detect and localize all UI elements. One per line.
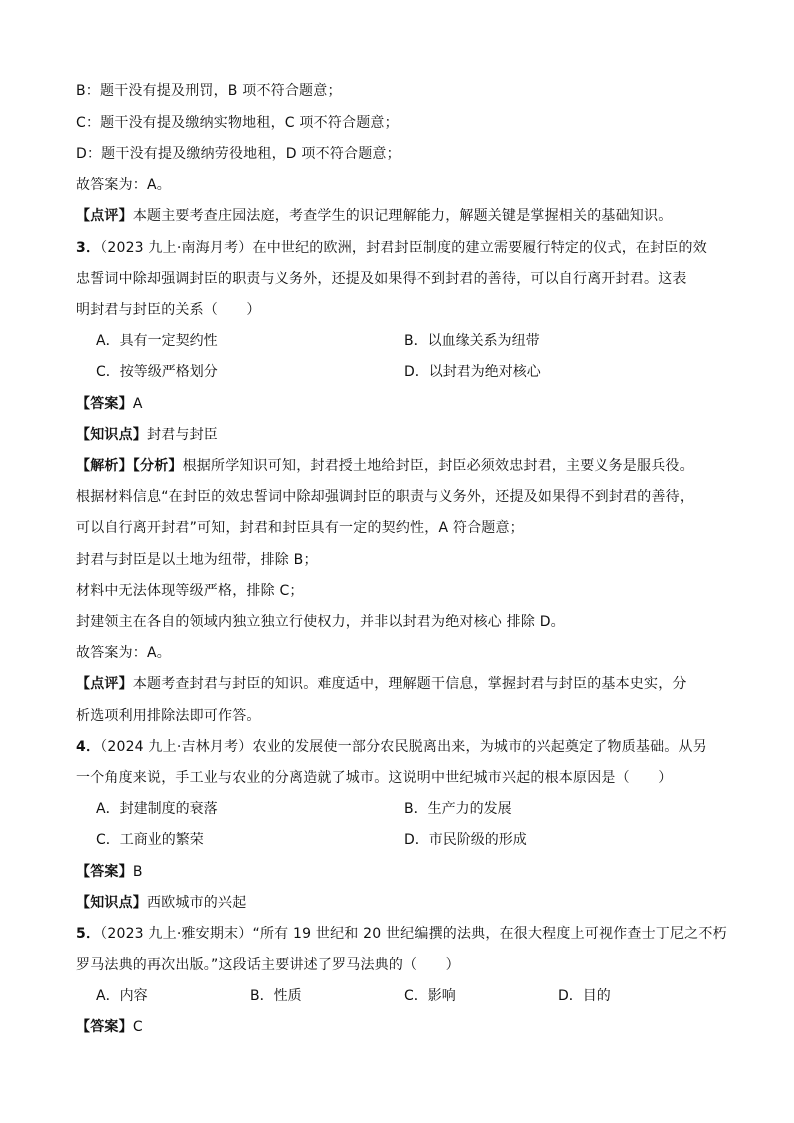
q3-comment-line-1 <box>76 674 754 694</box>
question-source: （2023 九上·南海月考） <box>100 240 253 256</box>
q5-option-c: C．影响 <box>404 988 456 1004</box>
q2-option-c-analysis: C：题干没有提及缴纳实物地租，C 项不符合题意； <box>76 115 399 131</box>
q3-comment-line-2: 析选项利用排除法即可作答。 <box>76 708 261 724</box>
q2-option-b-analysis: B：题干没有提及刑罚，B 项不符合题意； <box>76 83 342 99</box>
q3-stem-line-1: 3．（2023 九上·南海月考）在中世纪的欧洲，封君封臣制度的建立需要履行特定的仪式，在封臣的效 <box>76 240 707 256</box>
comment-text: 本题考查封君与封臣的知识。难度适中，理解题干信息，掌握封君与封臣的基本史实，分 <box>132 676 687 692</box>
q4-option-d: D．市民阶级的形成 <box>404 832 527 848</box>
question-number: 4 <box>76 739 86 755</box>
q3-analysis-line-5: 材料中无法体现等级严格，排除 C； <box>76 583 304 599</box>
knowledge-point-value: 封君与封臣 <box>147 427 218 443</box>
q3-analysis-line-4: 封君与封臣是以土地为纽带，排除 B； <box>76 552 318 568</box>
q4-knowledge-point <box>76 893 754 913</box>
q3-stem-line-2: 忠誓词中除却强调封臣的职责与义务外，还提及如果得不到封君的善待，可以自行离开封君。这表 <box>76 271 687 287</box>
knowledge-point-tag: 【知识点】 <box>76 895 147 911</box>
q5-stem-line-2: 罗马法典的再次出版。”这段话主要讲述了罗马法典的（ ） <box>76 957 460 973</box>
knowledge-point-tag: 【知识点】 <box>76 427 147 443</box>
q2-answer-line: 故答案为：A。 <box>76 177 171 193</box>
q3-analysis-line-1 <box>76 456 754 476</box>
q4-stem-line-1: 4．（2024 九上·吉林月考）农业的发展使一部分农民脱离出来，为城市的兴起奠定了物质基础。从另 <box>76 739 707 755</box>
answer-tag: 【答案】 <box>76 1019 133 1035</box>
comment-tag: 【点评】 <box>76 676 133 692</box>
q3-option-a: A．具有一定契约性 <box>96 333 218 349</box>
q5-stem-line-1: 5．（2023 九上·雅安期末）“所有 19 世纪和 20 世纪编撰的法典，在很大程度上可视作查士丁尼之不朽 <box>76 926 727 942</box>
q3-stem-line-3: 明封君与封臣的关系（ ） <box>76 302 261 318</box>
question-number: 5 <box>76 926 86 942</box>
q3-analysis-line-2: 根据材料信息“在封臣的效忠誓词中除却强调封臣的职责与义务外，还提及如果得不到封君的善待， <box>76 489 695 505</box>
question-source: （2023 九上·雅安期末） <box>100 926 253 942</box>
q3-analysis-line-3: 可以自行离开封君”可知，封君和封臣具有一定的契约性，A 符合题意； <box>76 520 524 536</box>
answer-tag: 【答案】 <box>76 864 133 880</box>
question-stem: 农业的发展使一部分农民脱离出来，为城市的兴起奠定了物质基础。从另 <box>252 739 707 755</box>
q4-answer <box>76 862 754 882</box>
q3-option-b: B．以血缘关系为纽带 <box>404 333 540 349</box>
q4-option-a: A．封建制度的衰落 <box>96 801 218 817</box>
comment-tag: 【点评】 <box>76 208 133 224</box>
q2-comment <box>76 206 754 226</box>
answer-value: C <box>132 1019 143 1035</box>
q4-stem-line-2: 一个角度来说，手工业与农业的分离造就了城市。这说明中世纪城市兴起的根本原因是（ ） <box>76 770 673 786</box>
q5-option-b: B．性质 <box>250 988 302 1004</box>
question-source: （2024 九上·吉林月考） <box>100 739 253 755</box>
q5-option-d: D．目的 <box>558 988 611 1004</box>
answer-tag: 【答案】 <box>76 396 133 412</box>
question-stem: 在中世纪的欧洲，封君封臣制度的建立需要履行特定的仪式，在封臣的效 <box>252 240 707 256</box>
q3-answer <box>76 394 754 414</box>
answer-value: B <box>132 864 143 880</box>
knowledge-point-value: 西欧城市的兴起 <box>147 895 247 911</box>
question-stem: “所有 19 世纪和 20 世纪编撰的法典，在很大程度上可视作查士丁尼之不朽 <box>252 926 727 942</box>
q3-option-c: C．按等级严格划分 <box>96 364 218 380</box>
q5-option-a: A．内容 <box>96 988 148 1004</box>
q5-answer <box>76 1017 754 1037</box>
analysis-text: 根据所学知识可知，封君授土地给封臣，封臣必须效忠封君，主要义务是服兵役。 <box>182 458 694 474</box>
q4-option-c: C．工商业的繁荣 <box>96 832 204 848</box>
q4-option-b: B．生产力的发展 <box>404 801 512 817</box>
answer-value: A <box>132 396 143 412</box>
q3-option-d: D．以封君为绝对核心 <box>404 364 541 380</box>
q3-analysis-line-6: 封建领主在各自的领域内独立独立行使权力，并非以封君为绝对核心 排除 D。 <box>76 614 565 630</box>
q3-answer-line: 故答案为：A。 <box>76 645 171 661</box>
q2-option-d-analysis: D：题干没有提及缴纳劳役地租，D 项不符合题意； <box>76 146 401 162</box>
question-number: 3 <box>76 240 86 256</box>
analysis-tag: 【解析】【分析】 <box>76 458 183 474</box>
q3-knowledge-point <box>76 425 754 445</box>
comment-text: 本题主要考查庄园法庭，考查学生的识记理解能力，解题关键是掌握相关的基础知识。 <box>132 208 673 224</box>
